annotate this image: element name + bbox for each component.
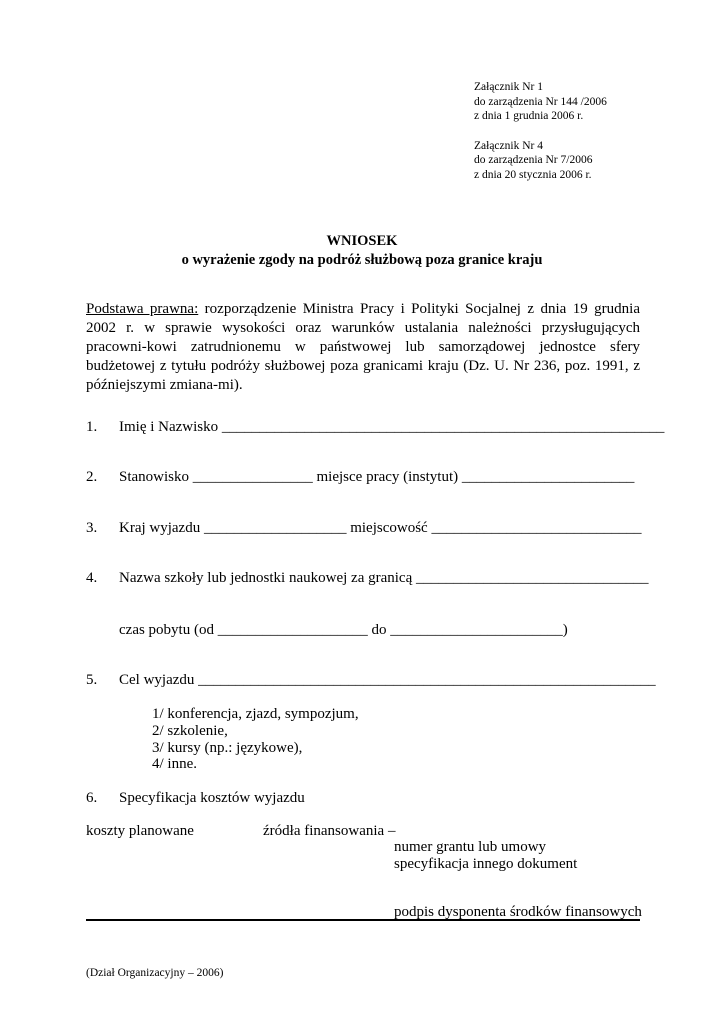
cost-specification-label: Specyfikacja kosztów wyjazdu xyxy=(119,790,305,806)
planned-costs-label: koszty planowane xyxy=(86,823,194,839)
grant-number-label: numer grantu lub umowy xyxy=(394,839,547,855)
field-1-number: 1. xyxy=(86,419,98,435)
institution-field[interactable]: Nazwa szkoły lub jednostki naukowej za granicą _______________________________ xyxy=(119,570,649,586)
purpose-option[interactable]: 1/ konferencja, zjazd, sympozjum, xyxy=(152,706,359,722)
field-6-number: 6. xyxy=(86,790,98,806)
funding-sources-label: źródła finansowania – xyxy=(263,823,396,839)
signature-rule xyxy=(86,919,640,921)
legal-basis-label: Podstawa prawna: xyxy=(86,301,199,317)
position-workplace-field[interactable]: Stanowisko ________________ miejsce pracy (instytut) _______________________ xyxy=(119,469,635,485)
field-2-number: 2. xyxy=(86,469,98,485)
field-3-number: 3. xyxy=(86,520,98,536)
trip-purpose-field[interactable]: Cel wyjazdu _____________________________________________________________ xyxy=(119,672,656,688)
annex1-line2: do zarządzenia Nr 144 /2006 xyxy=(474,96,607,108)
country-city-field[interactable]: Kraj wyjazdu ___________________ miejscowość ____________________________ xyxy=(119,520,642,536)
page-title: WNIOSEK xyxy=(326,233,398,249)
purpose-option[interactable]: 2/ szkolenie, xyxy=(152,723,228,739)
footer-note: (Dział Organizacyjny – 2006) xyxy=(86,967,224,979)
legal-basis-paragraph xyxy=(86,300,640,395)
page-subtitle: o wyrażenie zgody na podróż służbową poza granice kraju xyxy=(181,252,543,268)
annex2-line1: Załącznik Nr 4 xyxy=(474,140,543,152)
other-document-label: specyfikacja innego dokument xyxy=(394,856,578,872)
field-4-number: 4. xyxy=(86,570,98,586)
field-5-number: 5. xyxy=(86,672,98,688)
purpose-option[interactable]: 3/ kursy (np.: językowe), xyxy=(152,740,303,756)
purpose-option[interactable]: 4/ inne. xyxy=(152,756,197,772)
stay-period-field[interactable]: czas pobytu (od ____________________ do _______________________) xyxy=(119,622,568,638)
signature-label: podpis dysponenta środków finansowych xyxy=(394,904,642,920)
legal-basis-text: rozporządzenie Ministra Pracy i Polityki Socjalnej z dnia 19 grudnia 2002 r. w sprawie wysokości oraz warunków ustalania należności przysługujących pracowni-kowi zatrudnionemu w państwowej lub samorządowej jednostce sfery budżetowej z tytułu podróży służbowej poza granicami kraju (Dz. U. Nr 236, poz. 1991, z późniejszymi zmiana-mi). xyxy=(86,301,640,393)
name-field[interactable]: Imię i Nazwisko ___________________________________________________________ xyxy=(119,419,665,435)
annex2-line3: z dnia 20 stycznia 2006 r. xyxy=(474,169,592,181)
annex2-line2: do zarządzenia Nr 7/2006 xyxy=(474,154,593,166)
annex1-line1: Załącznik Nr 1 xyxy=(474,81,543,93)
annex1-line3: z dnia 1 grudnia 2006 r. xyxy=(474,110,584,122)
